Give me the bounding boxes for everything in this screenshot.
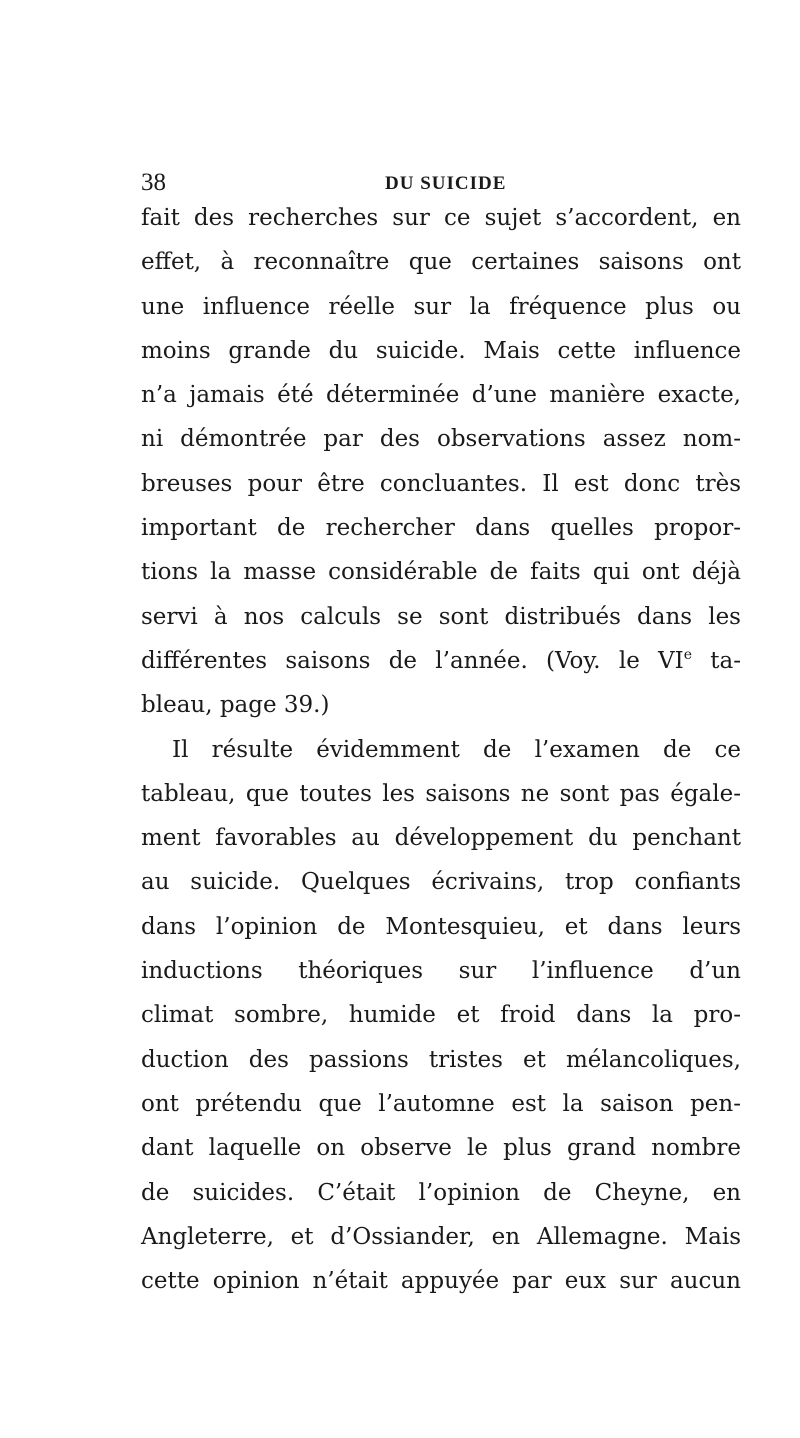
text-line: important de rechercher dans quelles propor- [141, 515, 741, 542]
text-line: moins grande du suicide. Mais cette influence [141, 337, 741, 364]
paragraph-start-line: Il résulte évidemment de l’examen de ce [172, 736, 741, 763]
text-line: ment favorables au développement du penchant [141, 825, 741, 852]
text-line: Angleterre, et d’Ossiander, en Allemagne. Mais [141, 1223, 741, 1250]
text-line-part: ta- [692, 647, 741, 674]
text-line: servi à nos calculs se sont distribués dans les [141, 603, 741, 630]
text-line: ont prétendu que l’automne est la saison pen- [141, 1090, 741, 1117]
text-line: ni démontrée par des observations assez nom- [141, 426, 741, 453]
text-line: effet, à reconnaître que certaines saisons ont [141, 249, 741, 276]
body-text [141, 196, 741, 1303]
text-line: au suicide. Quelques écrivains, trop confiants [141, 869, 741, 896]
text-line: tableau, que toutes les saisons ne sont pas égale- [141, 780, 741, 807]
text-line: n’a jamais été déterminée d’une manière exacte, [141, 382, 741, 409]
text-line: inductions théoriques sur l’influence d’un [141, 958, 741, 985]
text-line: climat sombre, humide et froid dans la pro- [141, 1002, 741, 1029]
superscript: e [683, 646, 693, 663]
text-line: dans l’opinion de Montesquieu, et dans leurs [141, 913, 741, 940]
text-line: de suicides. C’était l’opinion de Cheyne, en [141, 1179, 741, 1206]
text-line: tions la masse considérable de faits qui ont déjà [141, 559, 741, 586]
running-title: DU SUICIDE [385, 173, 507, 194]
text-line: duction des passions tristes et mélancoliques, [141, 1046, 741, 1073]
text-line-part: différentes saisons de l’année. (Voy. le VI [141, 647, 684, 674]
text-line: une influence réelle sur la fréquence plus ou [141, 293, 741, 320]
page-number: 38 [141, 169, 166, 196]
text-line: dant laquelle on observe le plus grand nombre [141, 1135, 741, 1162]
running-head [141, 168, 741, 198]
text-line: fait des recherches sur ce sujet s’accordent, en [141, 205, 741, 231]
text-line: cette opinion n’était appuyée par eux sur aucun [141, 1268, 741, 1295]
text-line [141, 639, 741, 683]
text-line: breuses pour être concluantes. Il est donc très [141, 470, 741, 497]
text-line: bleau, page 39.) [141, 692, 330, 719]
